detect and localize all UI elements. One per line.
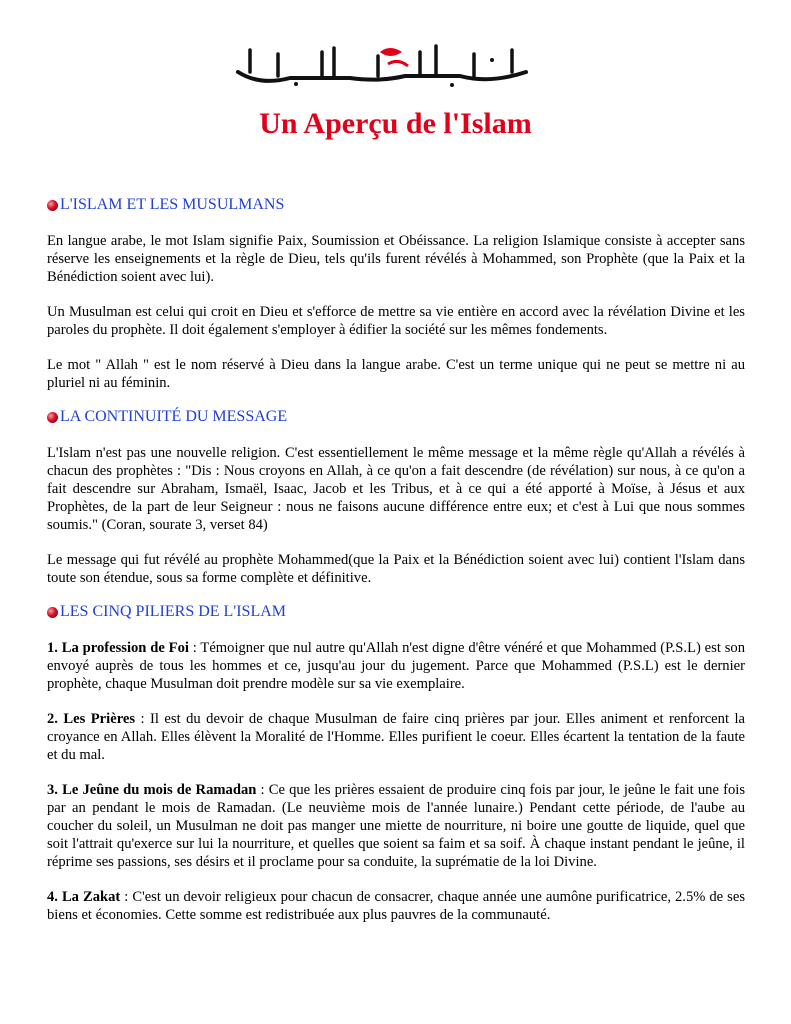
section-heading-cinq-piliers: LES CINQ PILIERS DE L'ISLAM: [47, 601, 745, 623]
paragraph: Le mot " Allah " est le nom réservé à Dieu dans la langue arabe. C'est un terme unique qui ne peut se mettre ni au pluriel ni au féminin.: [47, 357, 745, 391]
pillar-paragraph: 4. La Zakat : C'est un devoir religieux pour chacun de consacrer, chaque année une aumône purificatrice, 2.5% de ses biens et économies. Cette somme est redistribuée aux plus pauvres de la communauté.: [47, 889, 745, 923]
page-title: Un Aperçu de l'Islam: [259, 107, 532, 140]
paragraph: Le message qui fut révélé au prophète Mohammed(que la Paix et la Bénédiction soient avec lui) contient l'Islam dans toute son étendue, sous sa forme complète et définitive.: [47, 552, 745, 586]
paragraph: Un Musulman est celui qui croit en Dieu et s'efforce de mettre sa vie entière en accord avec la révélation Divine et les paroles du prophète. Il doit également s'employer à édifier la société sur les mêmes fondements.: [47, 304, 745, 338]
pillar-paragraph: 2. Les Prières : Il est du devoir de chaque Musulman de faire cinq prières par jour. Elles animent et renforcent la croyance en Allah. Elles élèvent la Moralité de l'Homme. Elles purifient le coeur. Elles écartent la tentation de la faute et du mal.: [47, 711, 745, 763]
pillar-paragraph: 3. Le Jeûne du mois de Ramadan : Ce que les prières essaient de produire cinq fois par jour, le jeûne le fait une fois par an pendant le mois de Ramadan. (Le neuvième mois de l'année lunaire.) Pendant cette période, de l'aube au coucher du soleil, un Musulman ne doit pas manger une miette de nourriture, ni boire une goutte de liquide, quel que soit l'attrait qu'exerce sur lui la nourriture, et quelles que soient sa faim et sa soif. À chaque instant pendant le jeûne, il réprime ses passions, ses désirs et il proclame pour sa conduite, la suprématie de la loi Divine.: [47, 782, 745, 870]
document-body: [47, 194, 745, 941]
red-ball-bullet-icon: [47, 200, 58, 211]
red-ball-bullet-icon: [47, 607, 58, 618]
paragraph: En langue arabe, le mot Islam signifie Paix, Soumission et Obéissance. La religion Islamique consiste à accepter sans réserve les enseignements et la règle de Dieu, tels qu'ils furent révélés à Mohammed, son Prophète (que la Paix et la Bénédiction soient avec lui).: [47, 233, 745, 285]
pillar-paragraph: 1. La profession de Foi : Témoigner que nul autre qu'Allah n'est digne d'être vénéré et que Mohammed (P.S.L) est son envoyé auprès de tous les hommes et ce, jusqu'au jour du jugement. Parce que Mohammed (P.S.L) est le dernier prophète, chaque Musulman doit prendre modèle sur sa vie exemplaire.: [47, 640, 745, 692]
pillar-term: 3. Le Jeûne du mois de Ramadan: [47, 782, 257, 798]
pillar-term: 2. Les Prières: [47, 711, 136, 727]
paragraph: L'Islam n'est pas une nouvelle religion. C'est essentiellement le même message et la même règle qu'Allah a révélés à chacun des prophètes : "Dis : Nous croyons en Allah, à ce qu'on a fait descendre (de révélation) sur nous, à ce qu'on a fait descendre sur Abraham, Ismaël, Isaac, Jacob et les Tribus, et à ce qui a été apporté à Moïse, à Jésus et aux Prophètes, de la part de leur Seigneur : nous ne faisons aucune différence entre eux; et c'est à Lui que nous sommes soumis." (Coran, sourate 3, verset 84): [47, 445, 745, 533]
bismillah-calligraphy-image: [230, 42, 535, 90]
pillar-term: 4. La Zakat: [47, 889, 121, 905]
red-ball-bullet-icon: [47, 412, 58, 423]
svg-text:بسم الله الرحمن الرحيم: بسم الله الرحمن الرحيم: [382, 89, 392, 90]
pillar-term: 1. La profession de Foi: [47, 640, 189, 656]
section-heading-continuite-message: LA CONTINUITÉ DU MESSAGE: [47, 406, 745, 428]
section-heading-islam-musulmans: L'ISLAM ET LES MUSULMANS: [47, 194, 745, 216]
